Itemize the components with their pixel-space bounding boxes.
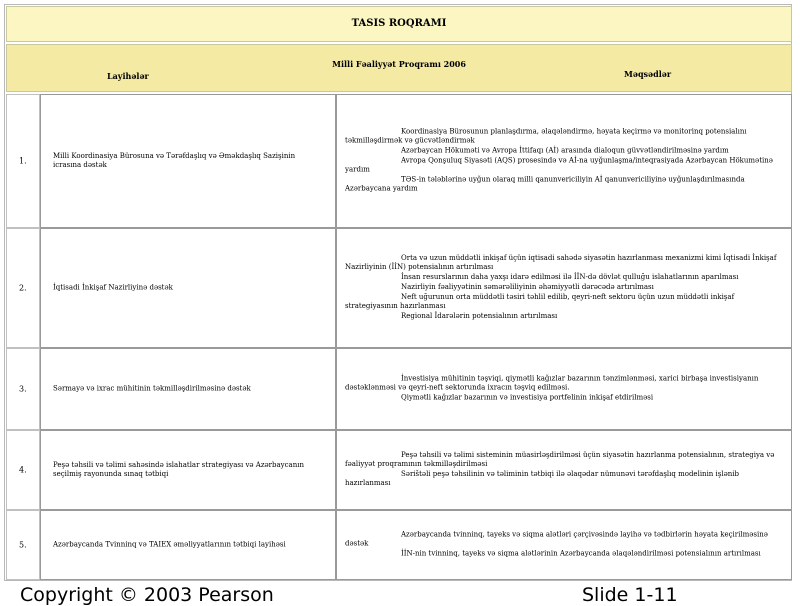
project-cell xyxy=(40,348,336,430)
row-number: 5. xyxy=(19,540,27,550)
goals-list xyxy=(345,375,783,404)
table-row xyxy=(6,510,792,580)
table-row xyxy=(6,94,792,228)
goals-list xyxy=(345,128,783,195)
table-row xyxy=(6,228,792,348)
project-name: Milli Koordinasiya Bürosuna və Tərəfdaşlıq və Əməkdaşlıq Sazişinin icrasına dəstək xyxy=(53,152,296,169)
goal-item: Nazirliyin fəaliyyətinin səmərəliliyinin əhəmiyyətli dərəcədə artırılması xyxy=(401,283,654,291)
row-number-cell xyxy=(6,228,40,348)
goal-item: Azərbaycan Hökuməti və Avropa İttifaqı (Aİ) arasında dialoqun güvvətləndirilməsinə yardım xyxy=(401,146,729,155)
goal-item: Orta və uzun müddətli inkişaf üçün iqtisadi sahədə siyasətin hazırlanması mexanizmi kimi İqtisadi İnkişaf Nazirliyinin (İİN) potensialının artırılması xyxy=(345,254,777,271)
slide-footer xyxy=(20,584,800,604)
project-cell xyxy=(40,94,336,228)
row-number-cell xyxy=(6,510,40,580)
goal-item: Regional İdarələrin potensialının artırılması xyxy=(401,312,558,320)
goal-item: Sərištəli peşə təhsilinin və təliminin tətbiqi ilə əlaqədar nümunəvi tərəfdaşlıq modelinin işlənib hazırlanması xyxy=(345,470,739,487)
goals-cell xyxy=(336,348,792,430)
project-cell xyxy=(40,510,336,580)
goals-cell xyxy=(336,94,792,228)
table-title: TASIS ROQRAMI xyxy=(6,6,792,42)
project-cell xyxy=(40,228,336,348)
program-title: Milli Fəaliyyət Proqramı 2006 xyxy=(332,59,466,69)
goals-cell xyxy=(336,510,792,580)
project-name: İqtisadi İnkişaf Nazirliyinə dəstək xyxy=(53,283,173,292)
goals-list xyxy=(345,531,783,560)
project-name: Peşə təhsili və təlimi sahəsində islahatlar strategiyası və Azərbaycanın seçilmiş rayonunda sınaq tətbiqi xyxy=(53,461,304,478)
goal-item: Qiymətli kağızlar bazarının və investisiya portfelinin inkişaf etdirilməsi xyxy=(401,393,654,402)
goal-item: Azərbaycanda tvinninq, tayeks və siqma alətləri çərçivəsində layihə və tədbirlərin həyata keçirilməsinə dəstək xyxy=(345,530,768,548)
goals-list xyxy=(345,451,783,489)
row-number: 2. xyxy=(19,283,27,293)
table-row xyxy=(6,430,792,510)
project-cell xyxy=(40,430,336,510)
slide-number: Slide 1-11 xyxy=(582,584,678,606)
goals-cell xyxy=(336,430,792,510)
row-number: 3. xyxy=(19,384,27,394)
goal-item: Neft uğurunun orta müddətli təsiri təhlil edilib, qeyri-neft sektoru üçün uzun müddətli inkişaf strategiyasının hazırlanması xyxy=(345,293,735,310)
project-name: Azərbaycanda Tvinninq və TAIEX əməliyyatlarının tətbiqi layihəsi xyxy=(53,540,286,549)
goal-item: Peşə təhsili və təlimi sisteminin müasirləşdirilməsi üçün siyasətin hazırlanma potensialının, strategiya və fəaliyyət proqramının təkmilləşdirilməsi xyxy=(345,451,775,468)
row-number-cell xyxy=(6,348,40,430)
row-number: 4. xyxy=(19,465,27,475)
table-header xyxy=(6,44,792,92)
goal-item: Koordinasiya Bürosunun planlaşdırma, əlaqələndirmə, həyata keçirmə və monitorinq potensialını təkmilləşdirmək və gücvətləndirmək xyxy=(345,127,747,145)
project-name: Sərmayə və ixrac mühitinin təkmilləşdirilməsinə dəstək xyxy=(53,384,251,393)
goal-item: İnsan resurslarının daha yaxşı idarə edilməsi ilə İİN-də dövlət qulluğu islahatlarının aparılması xyxy=(401,273,739,281)
row-number-cell xyxy=(6,94,40,228)
copyright-text: Copyright © 2003 Pearson xyxy=(20,584,274,606)
goal-item: TƏS-in tələblərinə uyğun olaraq milli qanunvericiliyin Aİ qanunvericiliyinə uyğunlaşdırılmasında Azərbaycana yardım xyxy=(345,175,745,193)
goal-item: İnvestisiya mühitinin təşviqi, qiymətli kağızlar bazarının tənzimlənməsi, xarici birbaşa investisiyanın dəstəklənməsi və qeyri-neft sektorunda ixracın təşviq edilməsi. xyxy=(345,374,759,392)
column-header-projects: Layihələr xyxy=(107,71,149,81)
row-number-cell xyxy=(6,430,40,510)
goal-item: Avropa Qonşuluq Siyasəti (AQS) prosesində və Aİ-na uyğunlaşma/inteqrasiyada Azərbaycan Hökumətinə yardım xyxy=(345,156,773,174)
row-number: 1. xyxy=(19,156,27,166)
column-header-goals: Məqsədlər xyxy=(624,69,672,79)
table-row xyxy=(6,348,792,430)
goals-list xyxy=(345,254,783,322)
goals-cell xyxy=(336,228,792,348)
goal-item: İİN-nin tvinninq, tayeks və siqma alətlərinin Azərbaycanda əlaqələndirilməsi potensialının artırılması xyxy=(401,549,761,558)
